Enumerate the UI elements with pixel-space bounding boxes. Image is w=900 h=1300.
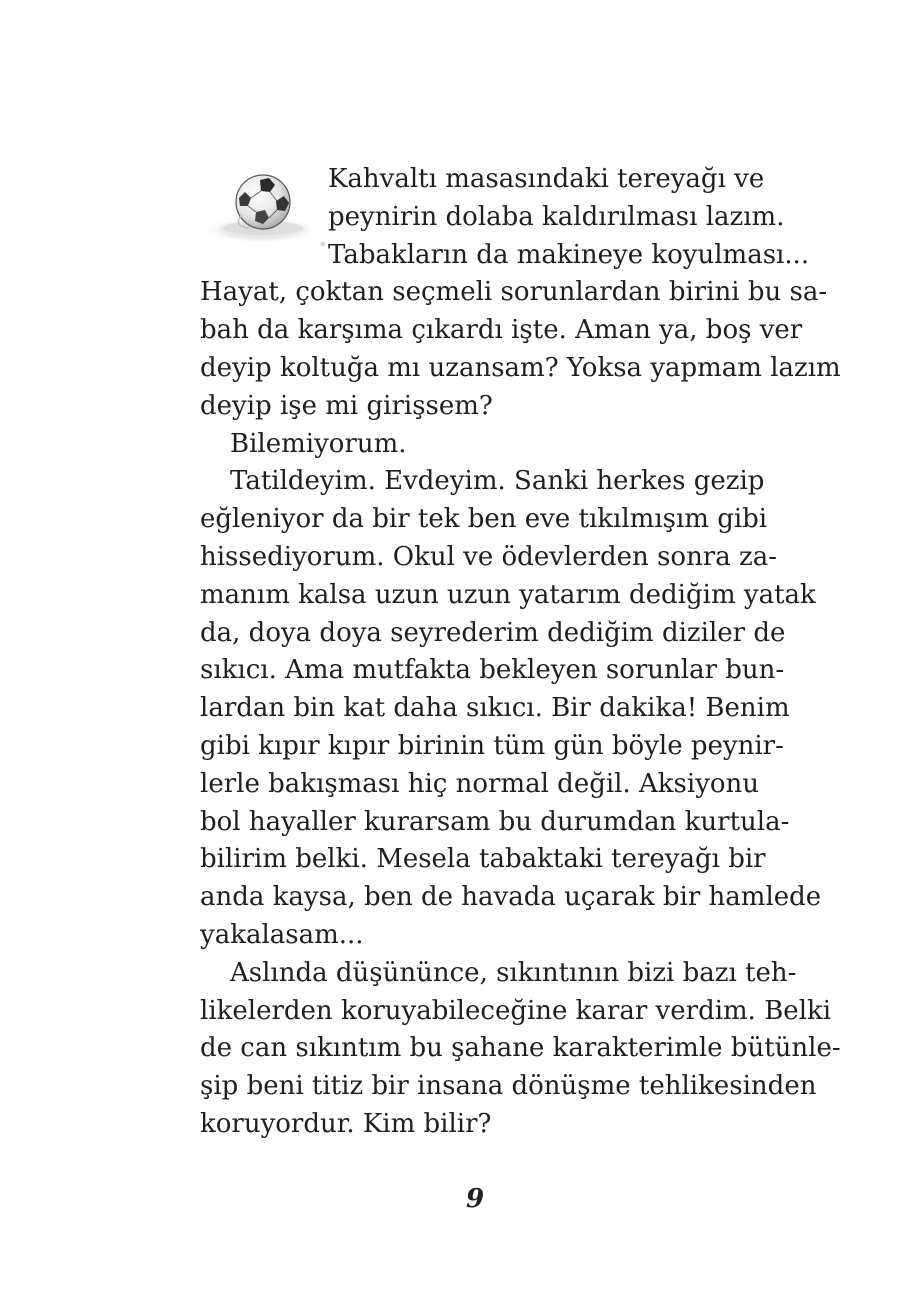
text-line: bol hayaller kurarsam bu durumdan kurtula-	[200, 806, 790, 837]
text-line: likelerden koruyabileceğine karar verdim. Belki	[200, 995, 832, 1026]
text-line: eğleniyor da bir tek ben eve tıkılmışım gibi	[200, 504, 768, 535]
text-line: hissediyorum. Okul ve ödevlerden sonra za-	[200, 541, 777, 572]
text-line: Kahvaltı masasındaki tereyağı ve	[328, 164, 765, 194]
text-line: koruyordur. Kim bilir?	[200, 1108, 492, 1139]
text-line: Tabakların da makineye koyulması...	[328, 239, 810, 270]
text-line: sıkıcı. Ama mutfakta bekleyen sorunlar bun-	[200, 655, 785, 686]
page-number: 9	[465, 1184, 485, 1214]
text-line: Bilemiyorum.	[230, 428, 407, 459]
text-line: lardan bin kat daha sıkıcı. Bir dakika! Benim	[200, 693, 790, 724]
text-line: de can sıkıntım bu şahane karakterimle bütünle-	[200, 1033, 841, 1064]
text-line: lerle bakışması hiç normal değil. Aksiyonu	[200, 768, 760, 799]
text-line: anda kaysa, ben de havada uçarak bir hamlede	[200, 882, 822, 913]
text-line: Tatildeyim. Evdeyim. Sanki herkes gezip	[230, 466, 765, 497]
text-line: bah da karşıma çıkardı işte. Aman ya, boş ver	[200, 315, 803, 346]
text-line: deyip koltuğa mı uzansam? Yoksa yapmam lazım	[200, 352, 841, 383]
text-line: da, doya doya seyrederim dediğim diziler de	[200, 617, 786, 648]
text-line: Hayat, çoktan seçmeli sorunlardan birini bu sa-	[200, 277, 828, 308]
text-line: bilirim belki. Mesela tabaktaki tereyağı bir	[200, 844, 766, 875]
text-line: peynirin dolaba kaldırılması lazım.	[328, 201, 785, 232]
text-line: Aslında düşününce, sıkıntının bizi bazı teh-	[230, 957, 797, 988]
text-line: deyip işe mi girişsem?	[200, 390, 493, 421]
text-line: gibi kıpır kıpır birinin tüm gün böyle peynir-	[200, 730, 784, 761]
body-text	[200, 161, 841, 1144]
text-line: yakalasam...	[200, 919, 364, 950]
text-line: şip beni titiz bir insana dönüşme tehlikesinden	[200, 1071, 817, 1102]
text-line: manım kalsa uzun uzun yatarım dediğim yatak	[200, 579, 816, 610]
